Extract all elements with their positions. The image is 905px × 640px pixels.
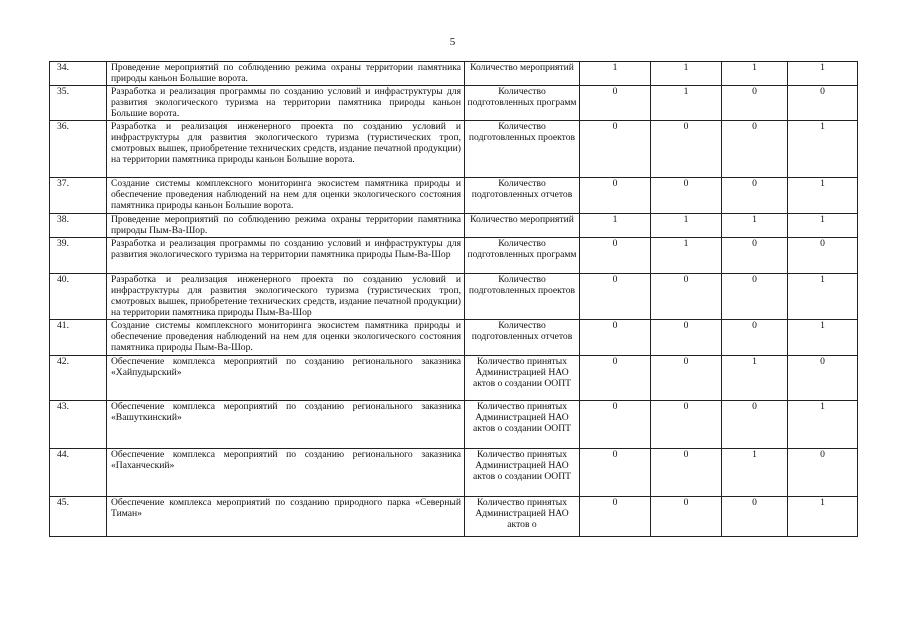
value-year-3: 0 bbox=[722, 86, 788, 121]
table-row bbox=[50, 86, 858, 121]
measures-table bbox=[49, 61, 858, 537]
row-number: 36. bbox=[50, 120, 107, 177]
value-year-1: 0 bbox=[580, 496, 651, 536]
value-year-3: 0 bbox=[722, 237, 788, 273]
value-year-4: 0 bbox=[788, 237, 858, 273]
indicator-unit: Количество подготовленных отчетов bbox=[465, 177, 580, 213]
table-row bbox=[50, 448, 858, 496]
value-year-4: 1 bbox=[788, 213, 858, 237]
measure-description: Разработка и реализация программы по созданию условий и инфраструктуры для развития экологического туризма на территории памятника природы Пым-Ва-Шор bbox=[107, 237, 465, 273]
value-year-4: 1 bbox=[788, 120, 858, 177]
measure-description: Разработка и реализация программы по созданию условий и инфраструктуры для развития экологического туризма на территории памятника природы каньон Большие ворота. bbox=[107, 86, 465, 121]
value-year-3: 1 bbox=[722, 448, 788, 496]
measure-description: Разработка и реализация инженерного проекта по созданию условий и инфраструктуры для развития экологического туризма (туристических троп, смотровых вышек, приобретение технических средств, издание печатной продукции) на территории памятника природы каньон Большие ворота. bbox=[107, 120, 465, 177]
measure-description: Проведение мероприятий по соблюдению режима охраны территории памятника природы Пым-Ва-Шор. bbox=[107, 213, 465, 237]
value-year-2: 0 bbox=[651, 177, 722, 213]
indicator-unit: Количество подготовленных проектов bbox=[465, 273, 580, 319]
value-year-1: 0 bbox=[580, 177, 651, 213]
value-year-3: 0 bbox=[722, 496, 788, 536]
value-year-3: 0 bbox=[722, 177, 788, 213]
value-year-2: 0 bbox=[651, 496, 722, 536]
measure-description: Обеспечение комплекса мероприятий по созданию регионального заказника «Вашуткинский» bbox=[107, 400, 465, 448]
table-row bbox=[50, 177, 858, 213]
value-year-1: 0 bbox=[580, 273, 651, 319]
value-year-2: 0 bbox=[651, 400, 722, 448]
value-year-2: 1 bbox=[651, 213, 722, 237]
table-row bbox=[50, 400, 858, 448]
value-year-4: 1 bbox=[788, 400, 858, 448]
indicator-unit: Количество подготовленных проектов bbox=[465, 120, 580, 177]
row-number: 44. bbox=[50, 448, 107, 496]
table-row bbox=[50, 273, 858, 319]
page-number: 5 bbox=[449, 36, 456, 48]
value-year-4: 0 bbox=[788, 86, 858, 121]
value-year-3: 0 bbox=[722, 400, 788, 448]
value-year-4: 0 bbox=[788, 355, 858, 400]
value-year-4: 1 bbox=[788, 319, 858, 355]
value-year-1: 0 bbox=[580, 355, 651, 400]
indicator-unit: Количество принятых Администрацией НАО актов о создании ООПТ bbox=[465, 448, 580, 496]
indicator-unit: Количество принятых Администрацией НАО актов о bbox=[465, 496, 580, 536]
value-year-2: 1 bbox=[651, 62, 722, 86]
row-number: 43. bbox=[50, 400, 107, 448]
value-year-3: 1 bbox=[722, 62, 788, 86]
value-year-1: 0 bbox=[580, 448, 651, 496]
row-number: 35. bbox=[50, 86, 107, 121]
row-number: 38. bbox=[50, 213, 107, 237]
measure-description: Обеспечение комплекса мероприятий по созданию природного парка «Северный Тиман» bbox=[107, 496, 465, 536]
indicator-unit: Количество мероприятий bbox=[465, 62, 580, 86]
value-year-1: 0 bbox=[580, 400, 651, 448]
value-year-2: 0 bbox=[651, 273, 722, 319]
measure-description: Проведение мероприятий по соблюдению режима охраны территории памятника природы каньон Большие ворота. bbox=[107, 62, 465, 86]
value-year-1: 0 bbox=[580, 86, 651, 121]
row-number: 34. bbox=[50, 62, 107, 86]
value-year-4: 1 bbox=[788, 496, 858, 536]
row-number: 39. bbox=[50, 237, 107, 273]
value-year-2: 1 bbox=[651, 86, 722, 121]
measure-description: Обеспечение комплекса мероприятий по созданию регионального заказника «Паханческий» bbox=[107, 448, 465, 496]
value-year-1: 0 bbox=[580, 319, 651, 355]
indicator-unit: Количество принятых Администрацией НАО актов о создании ООПТ bbox=[465, 355, 580, 400]
value-year-3: 0 bbox=[722, 319, 788, 355]
indicator-unit: Количество подготовленных отчетов bbox=[465, 319, 580, 355]
measure-description: Разработка и реализация инженерного проекта по созданию условий и инфраструктуры для развития экологического туризма (туристических троп, смотровых вышек, приобретение технических средств, издание печатной продукции) на территории памятника природы Пым-Ва-Шор bbox=[107, 273, 465, 319]
value-year-4: 1 bbox=[788, 177, 858, 213]
table-row bbox=[50, 62, 858, 86]
table-row bbox=[50, 355, 858, 400]
value-year-2: 0 bbox=[651, 355, 722, 400]
row-number: 40. bbox=[50, 273, 107, 319]
value-year-2: 0 bbox=[651, 448, 722, 496]
value-year-4: 1 bbox=[788, 62, 858, 86]
row-number: 37. bbox=[50, 177, 107, 213]
value-year-3: 0 bbox=[722, 120, 788, 177]
measure-description: Создание системы комплексного мониторинга экосистем памятника природы и обеспечение проведения наблюдений на нем для оценки экологического состояния памятника природы Пым-Ва-Шор. bbox=[107, 319, 465, 355]
value-year-1: 0 bbox=[580, 237, 651, 273]
value-year-4: 0 bbox=[788, 448, 858, 496]
table-row bbox=[50, 213, 858, 237]
row-number: 41. bbox=[50, 319, 107, 355]
value-year-1: 0 bbox=[580, 120, 651, 177]
value-year-1: 1 bbox=[580, 213, 651, 237]
value-year-2: 0 bbox=[651, 120, 722, 177]
value-year-2: 0 bbox=[651, 319, 722, 355]
row-number: 42. bbox=[50, 355, 107, 400]
value-year-2: 1 bbox=[651, 237, 722, 273]
value-year-3: 1 bbox=[722, 213, 788, 237]
value-year-3: 1 bbox=[722, 355, 788, 400]
indicator-unit: Количество подготовленных программ bbox=[465, 237, 580, 273]
value-year-4: 1 bbox=[788, 273, 858, 319]
indicator-unit: Количество подготовленных программ bbox=[465, 86, 580, 121]
table-row bbox=[50, 496, 858, 536]
measure-description: Обеспечение комплекса мероприятий по созданию регионального заказника «Хайпудырский» bbox=[107, 355, 465, 400]
value-year-1: 1 bbox=[580, 62, 651, 86]
table-row bbox=[50, 120, 858, 177]
indicator-unit: Количество принятых Администрацией НАО актов о создании ООПТ bbox=[465, 400, 580, 448]
value-year-3: 0 bbox=[722, 273, 788, 319]
table-row bbox=[50, 319, 858, 355]
row-number: 45. bbox=[50, 496, 107, 536]
indicator-unit: Количество мероприятий bbox=[465, 213, 580, 237]
measure-description: Создание системы комплексного мониторинга экосистем памятника природы и обеспечение проведения наблюдений на нем для оценки экологического состояния памятника природы каньон Большие ворота. bbox=[107, 177, 465, 213]
table-row bbox=[50, 237, 858, 273]
